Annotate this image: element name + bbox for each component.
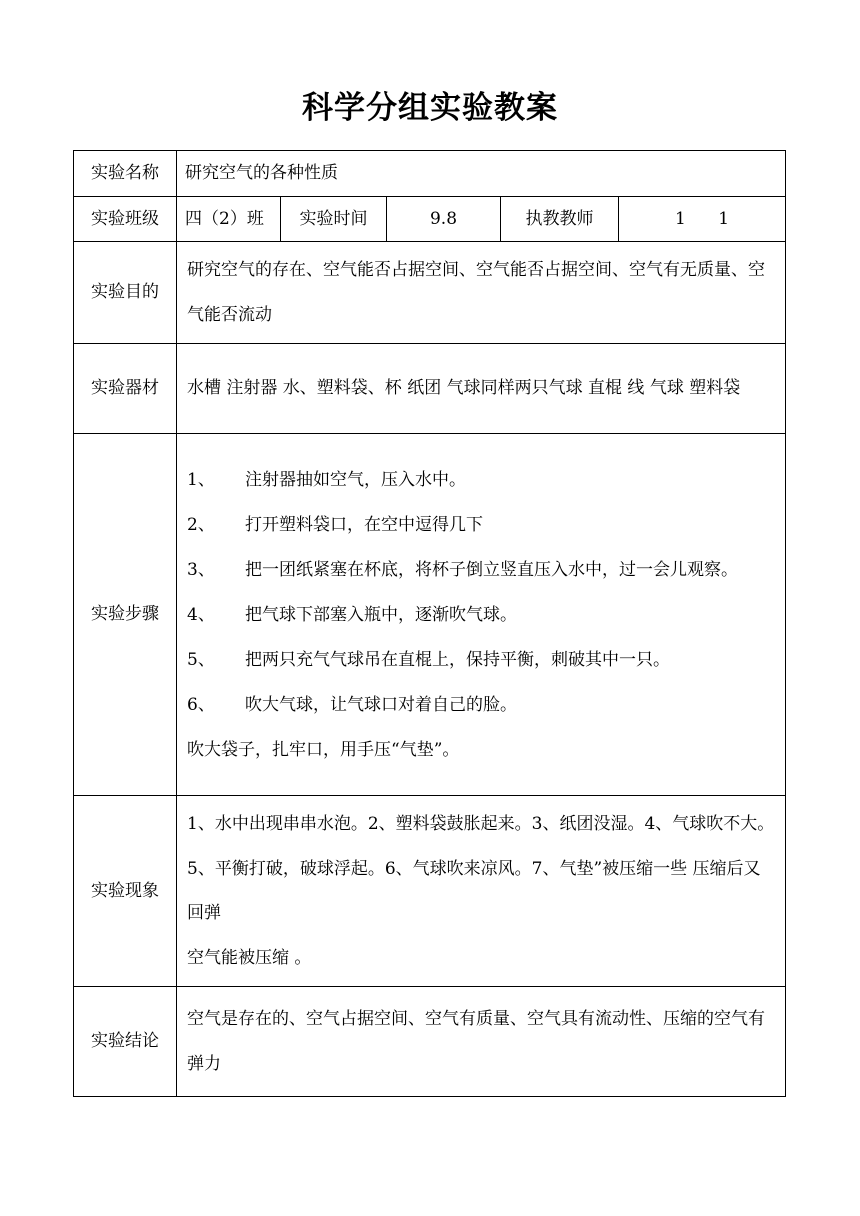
row-experiment-conclusion — [74, 987, 786, 1097]
step-text: 注射器抽如空气，压入水中。 — [245, 470, 466, 490]
label-experiment-time: 实验时间 — [281, 197, 387, 242]
step-text: 打开塑料袋口，在空中逗得几下 — [245, 515, 483, 535]
step-text: 吹大气球，让气球口对着自己的脸。 — [245, 695, 517, 715]
label-experiment-name: 实验名称 — [74, 151, 177, 197]
phenomena-extra: 空气能被压缩 。 — [187, 947, 312, 968]
label-experiment-class: 实验班级 — [74, 197, 177, 242]
value-experiment-time: 9.8 — [387, 197, 501, 242]
step-number: 4、 — [187, 605, 215, 625]
step-text: 把一团纸紧塞在杯底，将杯子倒立竖直压入水中，过一会儿观察。 — [245, 560, 738, 580]
value-experiment-steps — [177, 434, 786, 796]
label-experiment-purpose: 实验目的 — [74, 242, 177, 344]
step-number: 5、 — [187, 650, 215, 670]
label-experiment-steps: 实验步骤 — [74, 434, 177, 796]
step-item — [187, 503, 775, 548]
row-experiment-name — [74, 151, 786, 197]
row-experiment-phenomena — [74, 796, 786, 987]
label-experiment-phenomena: 实验现象 — [74, 796, 177, 987]
label-experiment-conclusion: 实验结论 — [74, 987, 177, 1097]
step-item — [187, 683, 775, 728]
step-item — [187, 593, 775, 638]
step-number: 1、 — [187, 470, 215, 490]
step-number: 3、 — [187, 560, 215, 580]
page-title: 科学分组实验教案 — [302, 90, 558, 126]
row-experiment-class — [74, 197, 786, 242]
step-item — [187, 548, 775, 593]
step-number: 6、 — [187, 695, 215, 715]
step-text: 把两只充气气球吊在直棍上，保持平衡，刺破其中一只。 — [245, 650, 670, 670]
row-experiment-equipment — [74, 344, 786, 434]
phenomena-text: 1、水中出现串串水泡。2、塑料袋鼓胀起来。3、纸团没湿。4、气球吹不大。5、平衡打破，破球浮起。6、气球吹来凉风。7、气垫”被压缩一些 压缩后又回弹 — [187, 814, 775, 923]
value-experiment-name: 研究空气的各种性质 — [177, 151, 786, 197]
label-experiment-equipment: 实验器材 — [74, 344, 177, 434]
step-item — [187, 458, 775, 503]
value-experiment-conclusion: 空气是存在的、空气占据空间、空气有质量、空气具有流动性、压缩的空气有弹力 — [177, 987, 786, 1097]
step-extra: 吹大袋子，扎牢口，用手压“气垫”。 — [187, 740, 460, 760]
step-number: 2、 — [187, 515, 215, 535]
value-experiment-equipment: 水槽 注射器 水、塑料袋、杯 纸团 气球同样两只气球 直棍 线 气球 塑料袋 — [177, 344, 786, 434]
value-experiment-purpose: 研究空气的存在、空气能否占据空间、空气能否占据空间、空气有无质量、空气能否流动 — [177, 242, 786, 344]
row-experiment-purpose — [74, 242, 786, 344]
step-item — [187, 638, 775, 683]
label-teacher: 执教教师 — [501, 197, 619, 242]
step-text: 把气球下部塞入瓶中，逐渐吹气球。 — [245, 605, 517, 625]
value-teacher: 1 1 — [619, 197, 786, 242]
value-experiment-phenomena — [177, 796, 786, 987]
lesson-plan-table — [73, 150, 786, 1097]
value-experiment-class: 四（2）班 — [177, 197, 281, 242]
row-experiment-steps — [74, 434, 786, 796]
